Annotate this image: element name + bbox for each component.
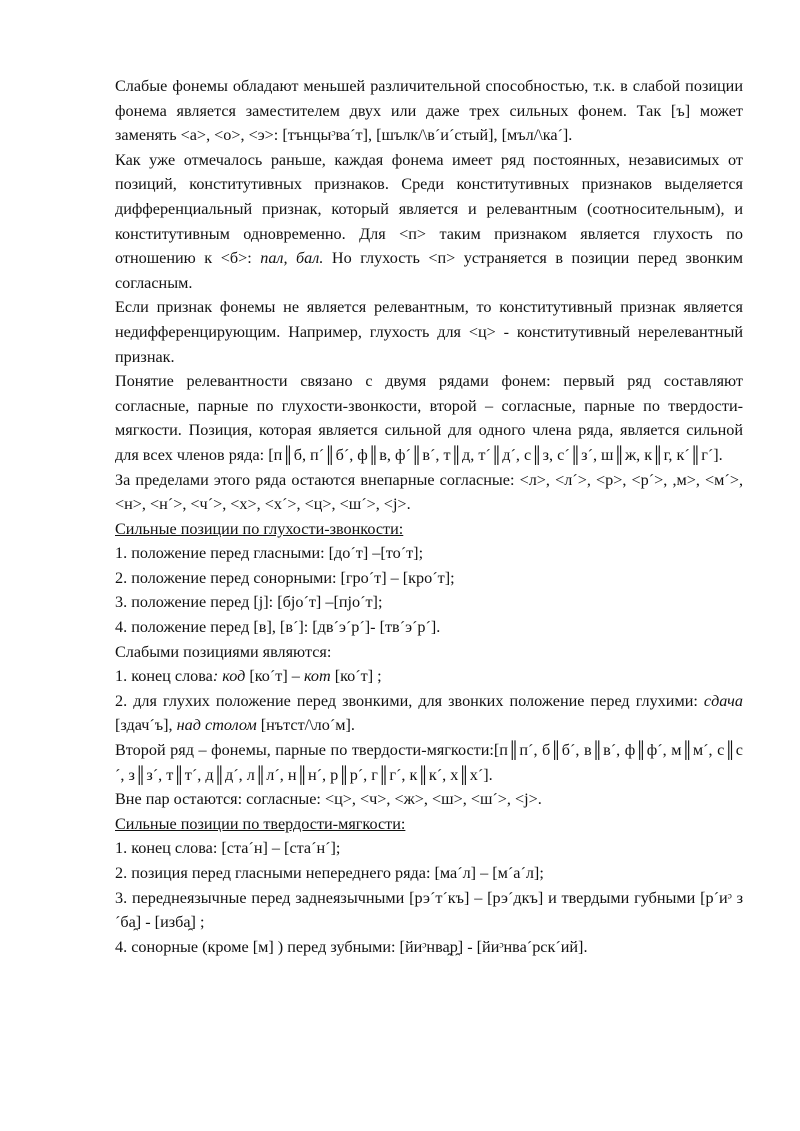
weak-2-text: 2. для глухих положение перед звонкими, для звонких положение перед глухими: xyxy=(115,691,704,710)
heading-hardness-positions xyxy=(115,812,743,837)
example-kod: : код xyxy=(212,667,246,686)
paragraph-weak-positions-intro: Слабыми позициями являются: xyxy=(115,642,332,661)
heading-voicing-positions xyxy=(115,517,743,542)
list-item-hardness-1: 1. конец слова: [ста´н] – [ста´н´]; xyxy=(115,839,341,858)
example-kot: кот xyxy=(303,667,331,686)
paragraph-constitutive-features xyxy=(115,148,743,296)
example-sdacha: сдача xyxy=(703,691,743,710)
weak-1-transcription: [ко´т] – xyxy=(245,667,304,686)
example-pal-bal: пал, бал. xyxy=(260,249,324,268)
list-item-weak-2 xyxy=(115,689,743,738)
paragraph-outside-pairs: Вне пар остаются: согласные: <ц>, <ч>, <ж>, <ш>, <ш´>, <j>. xyxy=(115,790,542,809)
example-nad-stolom: над столом xyxy=(176,716,257,735)
list-item-hardness-3: 3. переднеязычные перед заднеязычными [рэ´т´къ] – [рэ´дкъ] и твердыми губными [р´иᵓ з´ба̯] - [изба̯] ; xyxy=(115,888,743,932)
weak-1-text: 1. конец слова xyxy=(115,667,213,686)
list-item-voicing-1: 1. положение перед гласными: [до´т] –[то´т]; xyxy=(115,544,424,563)
list-item-hardness-4: 4. сонорные (кроме [м] ) перед зубными: [йиᵓнва̯р̯] - [йиᵓнва´рск´ий]. xyxy=(115,937,588,956)
heading-voicing-text: Сильные позиции по глухости-звонкости: xyxy=(115,519,404,538)
paragraph-weak-phonemes: Слабые фонемы обладают меньшей различительной способностью, т.к. в слабой позиции фонема является заместителем двух или даже трех сильных фонем. Так [ъ] может заменять <а>, <о>, <э>: [тънцыᵓва´т], [шълк/\в´и´стый], [мъл/\ка´]. xyxy=(115,77,743,145)
list-item-voicing-3: 3. положение перед [j]: [бjо´т] –[пjо´т]; xyxy=(115,593,383,612)
paragraph-unpaired-consonants: За пределами этого ряда остаются внепарные согласные: <л>, <л´>, <р>, <р´>, ,м>, <м´>, <н>, <н´>, <ч´>, <х>, <х´>, <ц>, <ш´>, <j>. xyxy=(115,470,743,514)
paragraph-constitutive-text: Как уже отмечалось раньше, каждая фонема имеет ряд постоянных, независимых от позиций, конститутивных признаков. Среди конститутивных признаков выделяется дифференциальный признак, который является и релевантным (соотносительным), и конститутивным одновременно. Для <п> таким признаком является глухость по отношению к <б>: xyxy=(115,150,743,268)
list-item-voicing-2: 2. положение перед сонорными: [гро´т] – [кро´т]; xyxy=(115,568,455,587)
weak-2-transcription-2: [нътст/\ло´м]. xyxy=(256,716,355,735)
weak-2-transcription: [здач´ъ], xyxy=(115,716,177,735)
paragraph-non-relevant: Если признак фонемы не является релевантным, то конститутивный признак является недифференцирующим. Например, глухость для <ц> - конститутивный нерелевантный признак. xyxy=(115,298,743,366)
list-item-voicing-4: 4. положение перед [в], [в´]: [дв´э´р´]- [тв´э´р´]. xyxy=(115,618,441,637)
list-item-hardness-2: 2. позиция перед гласными непереднего ряда: [ма´л] – [м´а´л]; xyxy=(115,864,544,882)
paragraph-constitutive-tail: Но глухость <п> устраняется в позиции перед звонким согласным. xyxy=(115,249,743,292)
document-page xyxy=(115,74,743,959)
heading-hardness-text: Сильные позиции по твердости-мягкости: xyxy=(115,814,406,833)
weak-1-transcription-2: [ко´т] ; xyxy=(330,667,382,686)
list-item-weak-1 xyxy=(115,664,743,689)
paragraph-second-row: Второй ряд – фонемы, парные по твердости-мягкости:[п║п´, б║б´, в║в´, ф║ф´, м║м´, с║с´, з║з´, т║т´, д║д´, л║л´, н║н´, р║р´, г║г´, к║к´, х║х´]. xyxy=(115,741,743,784)
paragraph-relevance-rows: Понятие релевантности связано с двумя рядами фонем: первый ряд составляют согласные, парные по глухости-звонкости, второй – согласные, парные по твердости-мягкости. Позиция, которая является сильной для одного члена ряда, является сильной для всех членов ряда: [п║б, п´║б´, ф║в, ф´║в´, т║д, т´║д´, с║з, с´║з´, ш║ж, к║г, к´║г´]. xyxy=(115,372,743,464)
